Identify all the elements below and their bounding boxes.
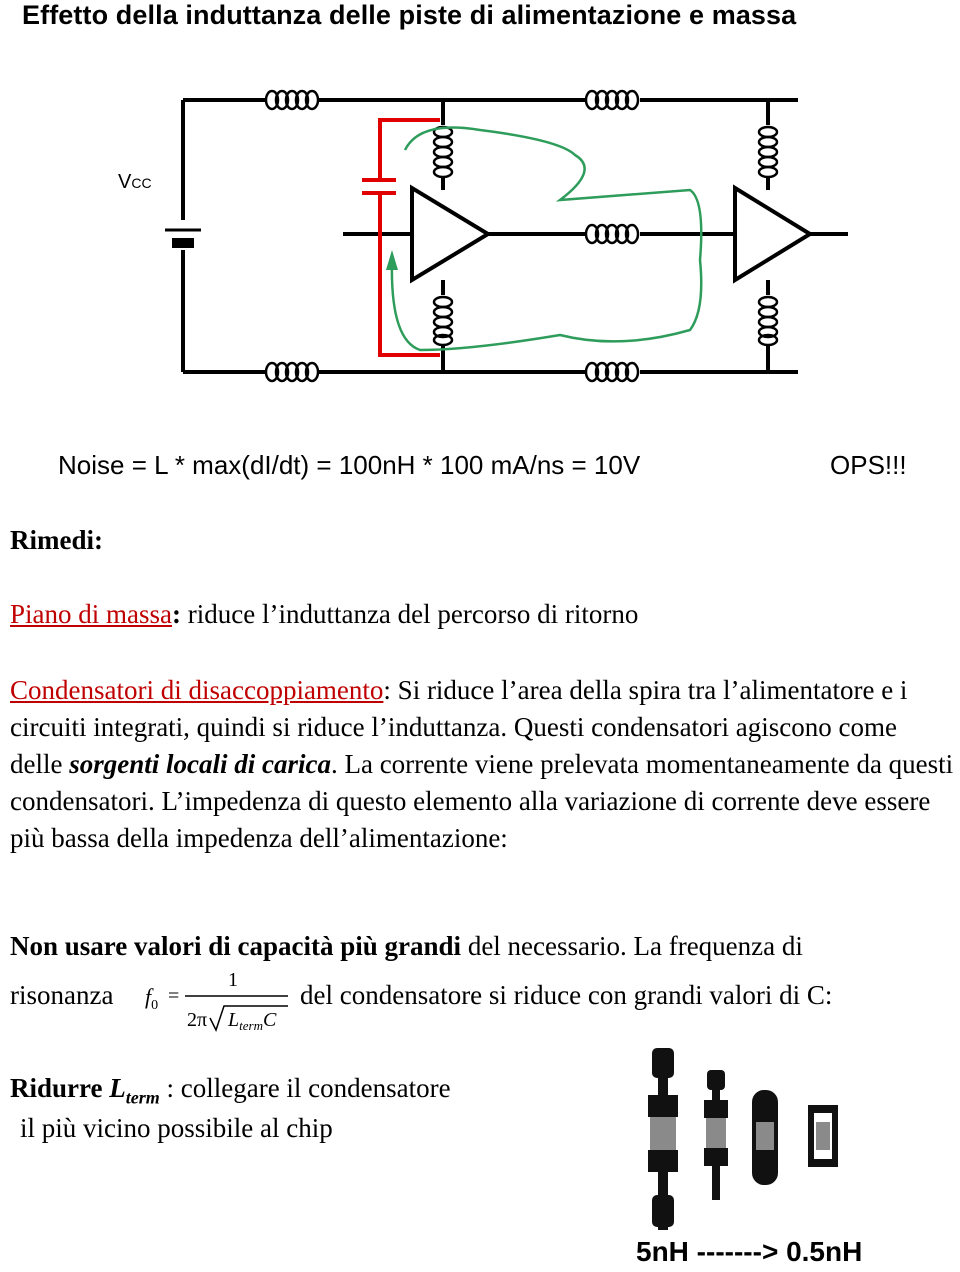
circuit-diagram <box>0 60 960 400</box>
inductor-bottom-right <box>586 363 638 381</box>
decoupling-term: Condensatori di disaccoppiamento <box>10 675 384 705</box>
noise-equation: Noise = L * max(dI/dt) = 100nH * 100 mA/ns = 10V <box>58 450 641 480</box>
decoupling-paragraph: Condensatori di disaccoppiamento: Si riduce l’area della spira tra l’alimentatore e i circuiti integrati, quindi si riduce l’induttanza. Questi condensatori agiscono come delle sorgenti locali di carica. La corrente viene prelevata momentaneamente da questi condensatori. L’impedenza di questo elemento alla variazione di corrente deve essere più bassa della impedenza dell’alimentazione: <box>10 675 954 853</box>
inductor-bottom-left <box>266 363 318 381</box>
capacitor-package-4 <box>808 1105 838 1167</box>
svg-text:1: 1 <box>228 969 238 991</box>
svg-text:f0: $f_0$ <box>145 984 159 1013</box>
ops-exclamation: OPS!!! <box>830 450 907 480</box>
svg-text:=: = <box>168 985 180 1007</box>
svg-text:2π: 2π <box>187 1009 208 1031</box>
inductor-signal <box>586 225 638 243</box>
ground-plane-term: Piano di massa <box>10 599 172 629</box>
resonance-suffix: del condensatore si riduce con grandi valori di C: <box>300 980 833 1010</box>
ic2-amplifier <box>735 188 810 280</box>
inductor-ic1-top <box>434 127 452 177</box>
vcc-label: VCC <box>118 171 152 193</box>
capacitor-package-1 <box>648 1048 678 1230</box>
capacitor-packages-image <box>630 1040 860 1235</box>
inductor-ic2-top <box>759 127 777 177</box>
ic1-amplifier <box>412 188 488 280</box>
capacitor-package-3 <box>752 1090 778 1185</box>
page-title: Effetto della induttanza delle piste di alimentazione e massa <box>22 0 797 30</box>
reduce-lterm-line: Ridurre $L_{term}$ : collegare il condensatore <box>10 1073 451 1108</box>
svg-text:LtermC: $L_{term}C$ <box>228 1009 277 1033</box>
local-charge-emphasis: sorgenti locali di carica <box>69 749 331 779</box>
inductor-ic2-bottom <box>759 297 777 345</box>
reduce-lterm-line2: il più vicino possibile al chip <box>20 1113 333 1143</box>
remedies-heading: Rimedi: <box>10 525 103 555</box>
resonance-prefix: risonanza <box>10 980 114 1010</box>
no-large-values-line: Non usare valori di capacità più grandi del necessario. La frequenza di <box>10 931 803 961</box>
inductor-top-right <box>586 91 638 109</box>
current-loop-arrow <box>386 250 398 270</box>
inductance-size-caption: 5nH -------> 0.5nH <box>636 1236 863 1267</box>
resonance-formula <box>140 960 300 1040</box>
capacitor-package-2 <box>704 1070 728 1200</box>
ground-plane-line: Piano di massa: riduce l’induttanza del percorso di ritorno <box>10 599 639 629</box>
inductor-ic1-bottom <box>434 297 452 345</box>
inductor-top-left <box>266 91 318 109</box>
